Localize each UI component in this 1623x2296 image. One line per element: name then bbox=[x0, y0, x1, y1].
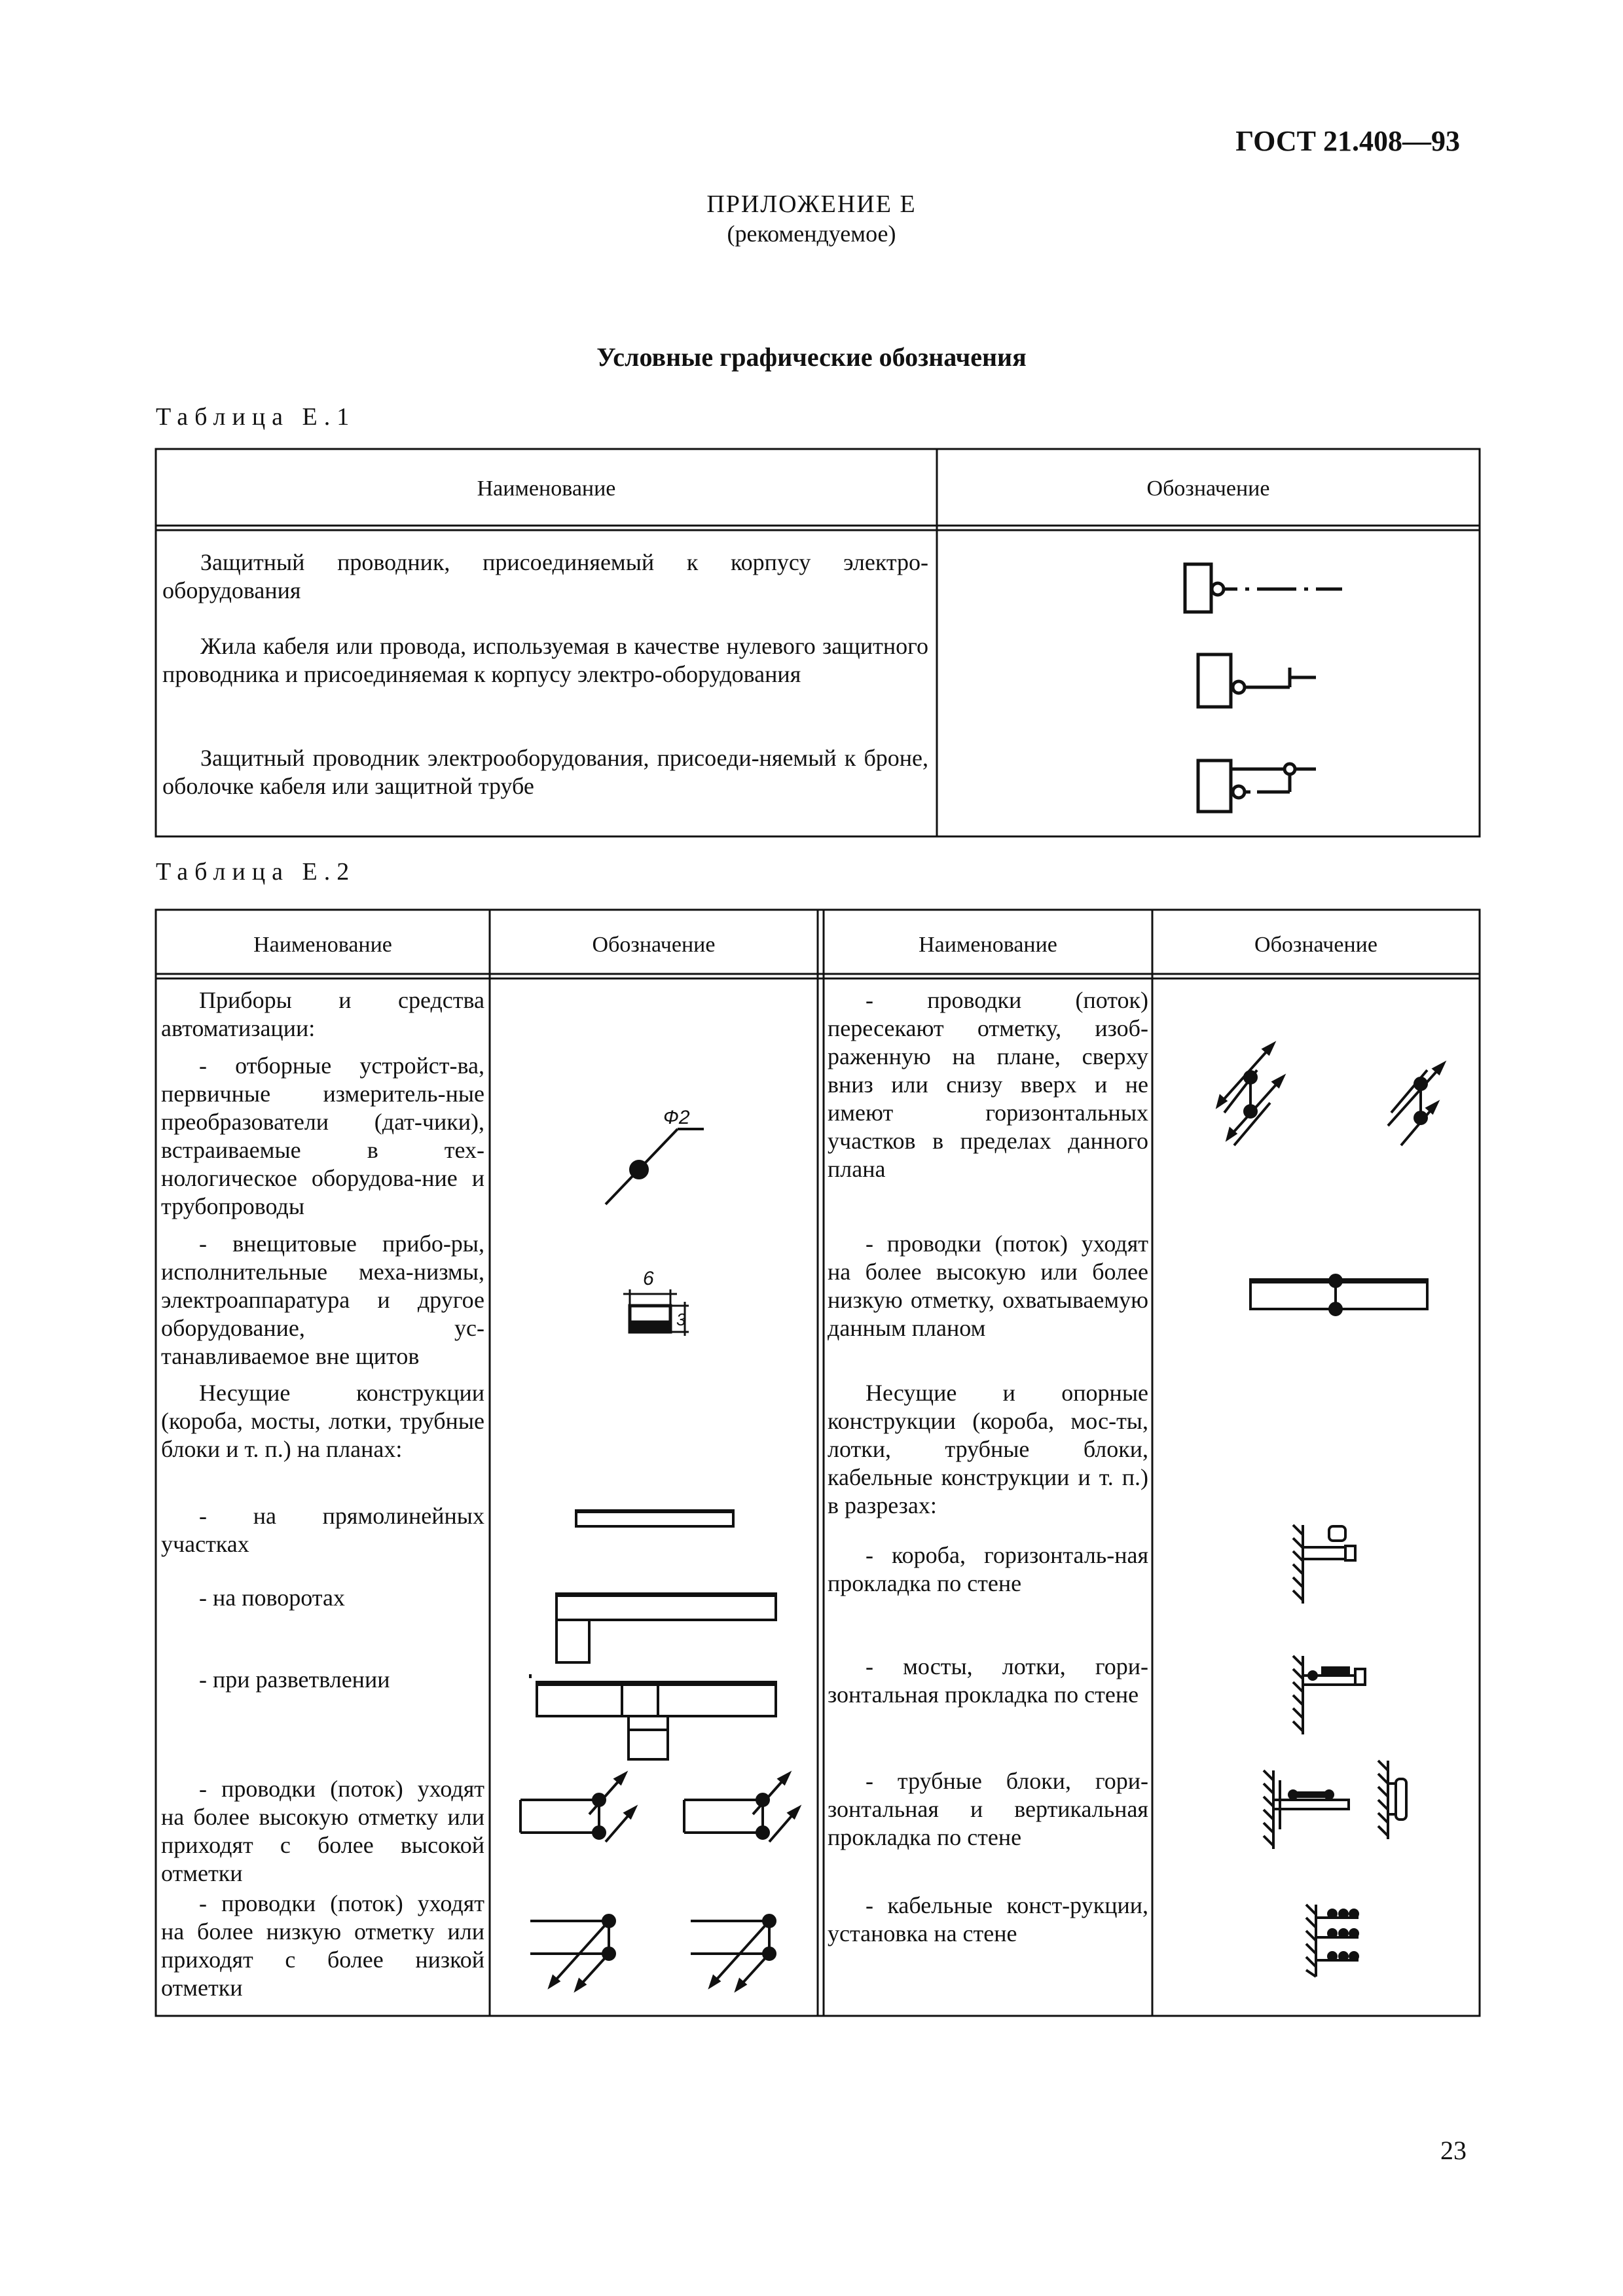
pipe-blocks-on-wall-symbol bbox=[1250, 1754, 1453, 1859]
straight-sections-text: - на прямолинейных участках bbox=[161, 1503, 484, 1557]
external-devices-text: - внещитовые прибо-ры, исполнительные меха-низмы, электроаппаратура и другое оборудование, ус-танавливаемое вне щитов bbox=[161, 1230, 484, 1369]
appendix-subtitle: (рекомендуемое) bbox=[727, 221, 896, 247]
turns-text: - на поворотах bbox=[199, 1585, 345, 1611]
cable-structures-symbol bbox=[1296, 1898, 1388, 1983]
appendix-title: ПРИЛОЖЕНИЕ Е bbox=[706, 190, 917, 218]
table2-caption: Таблица Е.2 bbox=[156, 858, 356, 886]
turn-section-symbol bbox=[550, 1584, 786, 1669]
armor-protective-conductor-symbol bbox=[1178, 753, 1329, 825]
sampling-device-symbol bbox=[589, 1100, 720, 1211]
table1-header-symbol: Обозначение bbox=[1146, 476, 1270, 501]
higher-level-text: - проводки (поток) уходят на более высокую отметку или приходят с более высокой отметки bbox=[161, 1776, 484, 1886]
neutral-protective-core-symbol bbox=[1178, 648, 1329, 720]
table1-row1-name: Защитный проводник, присоединяемый к корпусу электро-оборудования bbox=[162, 549, 928, 603]
table2-header-name-right: Наименование bbox=[919, 933, 1057, 957]
cable-structures-text: - кабельные конст-рукции, установка на стене bbox=[828, 1892, 1148, 1946]
table1-row2-name: Жила кабеля или провода, используемая в качестве нулевого защитного проводника и присоединяемая к корпусу электро-оборудования bbox=[162, 633, 928, 687]
other-level-text: - проводки (поток) уходят на более высокую или более низкую отметку, охватываемую данным планом bbox=[828, 1230, 1148, 1341]
bridges-on-wall-symbol bbox=[1277, 1643, 1395, 1748]
straight-section-symbol bbox=[563, 1499, 746, 1538]
branch-section-symbol bbox=[524, 1668, 786, 1772]
table1-header-name: Наименование bbox=[477, 476, 616, 501]
branching-text: - при разветвлении bbox=[199, 1666, 390, 1693]
boxes-text: - короба, горизонталь-ная прокладка по стене bbox=[828, 1542, 1148, 1596]
section-title: Условные графические обозначения bbox=[596, 342, 1027, 372]
table2-header-name-left: Наименование bbox=[253, 933, 392, 957]
cross-level-symbols bbox=[1211, 1041, 1473, 1165]
cross-level-text: - проводки (поток) пересекают отметку, изоб-раженную на плане, сверху вниз или снизу вверх и не имеют горизонтальных участков в пределах данного плана bbox=[828, 987, 1148, 1182]
supports-section-heading: Несущие и опорные конструкции (короба, мос-ты, лотки, трубные блоки, кабельные конструкции и т. п.) в разрезах: bbox=[828, 1380, 1148, 1518]
table2-header-symbol-right: Обозначение bbox=[1254, 933, 1377, 957]
external-device-symbol bbox=[615, 1253, 707, 1345]
protective-conductor-symbol bbox=[1165, 556, 1349, 622]
pipe-blocks-text: - трубные блоки, гори-зонтальная и вертикальная прокладка по стене bbox=[828, 1768, 1148, 1850]
bridges-text: - мосты, лотки, гори-зонтальная прокладка по стене bbox=[828, 1653, 1148, 1708]
external-dim-height: 3 bbox=[676, 1310, 686, 1329]
supports-plan-heading: Несущие конструкции (короба, мосты, лотки, трубные блоки и т. п.) на планах: bbox=[161, 1380, 484, 1462]
boxes-on-wall-symbol bbox=[1277, 1505, 1395, 1610]
higher-level-symbols bbox=[511, 1767, 812, 1859]
external-dim-width: 6 bbox=[643, 1268, 654, 1289]
lower-level-symbols bbox=[511, 1898, 812, 1996]
table1-caption: Таблица Е.1 bbox=[156, 403, 356, 431]
lower-level-text: - проводки (поток) уходят на более низкую отметку или приходят с более низкой отметки bbox=[161, 1890, 484, 2001]
table1-row3-name: Защитный проводник электрооборудования, присоеди-няемый к броне, оболочке кабеля или защитной трубе bbox=[162, 745, 928, 799]
table2-header-symbol-left: Обозначение bbox=[592, 933, 716, 957]
other-level-symbol bbox=[1237, 1273, 1440, 1319]
page-number: 23 bbox=[1440, 2136, 1467, 2165]
devices-heading: Приборы и средства автоматизации: bbox=[161, 987, 484, 1041]
document-number: ГОСТ 21.408—93 bbox=[1235, 125, 1460, 157]
sampling-devices-text: - отборные устройст-ва, первичные измеритель-ные преобразователи (дат-чики), встраиваемые в тех-нологическое оборудова-ние и трубопроводы bbox=[161, 1052, 484, 1219]
sampling-dim-label: Ф2 bbox=[663, 1107, 690, 1128]
